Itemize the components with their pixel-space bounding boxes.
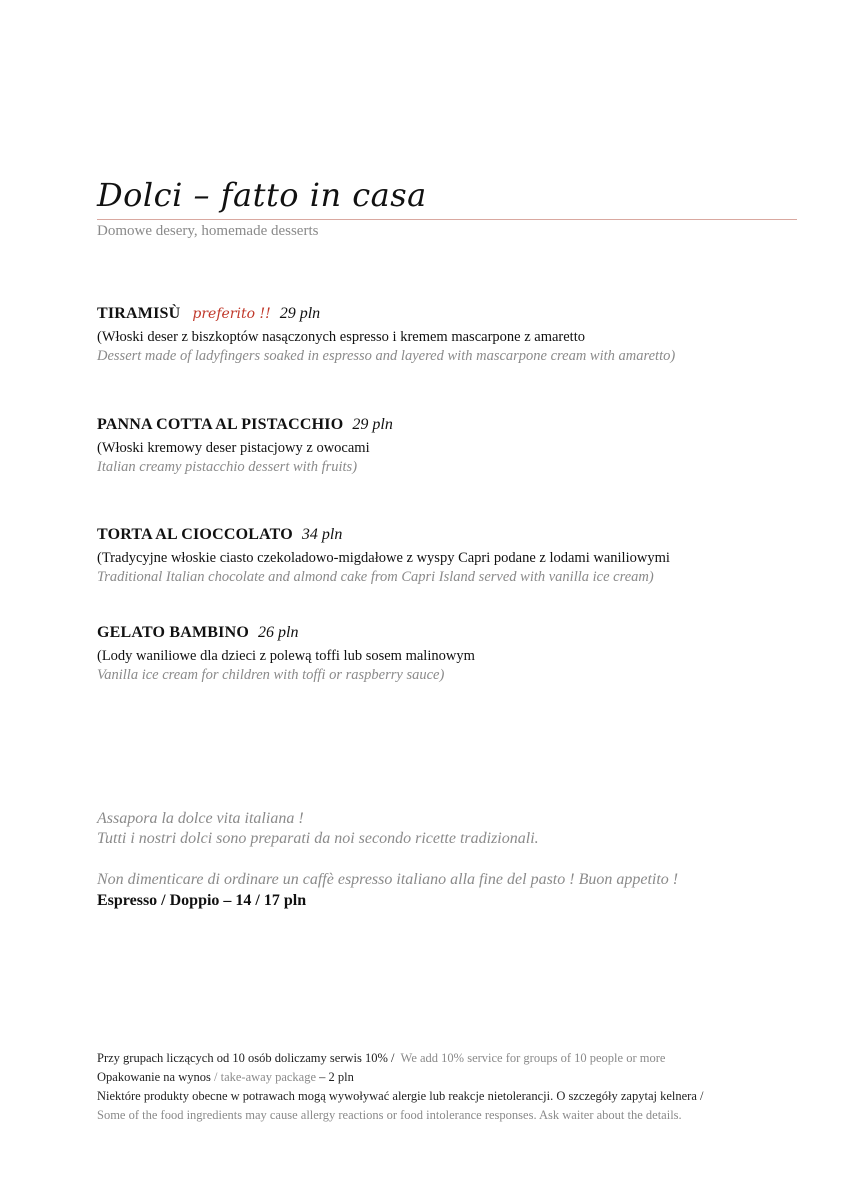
menu-item-description-pl: (Tradycyjne włoskie ciasto czekoladowo-migdałowe z wyspy Capri podane z lodami waniliowymi — [97, 550, 670, 566]
menu-item-name: TORTA AL CIOCCOLATO — [97, 526, 293, 543]
takeaway-note — [97, 1068, 703, 1087]
closing-line: Non dimenticare di ordinare un caffè espresso italiano alla fine del pasto ! Buon appetito ! — [97, 871, 679, 888]
title-divider — [97, 219, 797, 220]
menu-item-name: GELATO BAMBINO — [97, 624, 250, 641]
menu-item-torta — [97, 525, 670, 586]
menu-item-description-pl: (Włoski kremowy deser pistacjowy z owocami — [97, 440, 370, 456]
allergy-note-en: Some of the food ingredients may cause allergy reactions or food intolerance responses. Ask waiter about the details. — [97, 1108, 682, 1122]
menu-item-description-en: Dessert made of ladyfingers soaked in espresso and layered with mascarpone cream with amaretto) — [97, 348, 676, 364]
service-note — [97, 1049, 703, 1068]
takeaway-note-en: / take-away package — [214, 1070, 317, 1084]
menu-item-description-en: Vanilla ice cream for children with toffi or raspberry sauce) — [97, 667, 445, 683]
menu-item-panna-cotta — [97, 415, 393, 476]
footer-notes — [97, 1049, 703, 1125]
menu-item-header — [97, 304, 675, 324]
menu-item-description-pl: (Włoski deser z biszkoptów nasączonych espresso i kremem mascarpone z amaretto — [97, 329, 585, 345]
menu-item-price: 26 pln — [258, 624, 299, 641]
menu-item-description-pl: (Lody waniliowe dla dzieci z polewą toffi lub sosem malinowym — [97, 648, 475, 664]
page-title: Dolci – fatto in casa — [97, 176, 427, 214]
takeaway-note-pl: Opakowanie na wynos — [97, 1070, 211, 1084]
menu-item-name: TIRAMISÙ — [97, 305, 181, 322]
menu-item-price: 34 pln — [301, 526, 343, 543]
service-note-pl: Przy grupach liczących od 10 osób doliczamy serwis 10% / — [97, 1051, 395, 1065]
menu-item-header — [97, 415, 393, 435]
page-subtitle: Domowe desery, homemade desserts — [97, 223, 319, 239]
menu-item-tiramisu — [97, 304, 675, 365]
closing-note — [97, 809, 678, 912]
closing-line: Tutti i nostri dolci sono preparati da noi secondo ricette tradizionali. — [97, 830, 539, 847]
menu-item-description-en: Traditional Italian chocolate and almond cake from Capri Island served with vanilla ice cream) — [97, 569, 654, 585]
menu-item-price: 29 pln — [352, 416, 393, 433]
menu-item-price: 29 pln — [279, 305, 321, 322]
allergy-note-pl: Niektóre produkty obecne w potrawach mogą wywoływać alergie lub reakcje nietolerancji. O szczegóły zapytaj kelnera / — [97, 1089, 704, 1103]
menu-item-gelato — [97, 623, 475, 684]
takeaway-price: – 2 pln — [319, 1070, 354, 1084]
menu-item-name: PANNA COTTA AL PISTACCHIO — [97, 416, 344, 433]
menu-item-description-en: Italian creamy pistacchio dessert with fruits) — [97, 459, 358, 475]
espresso-price: Espresso / Doppio – 14 / 17 pln — [97, 892, 307, 909]
menu-item-header — [97, 525, 670, 545]
menu-item-header — [97, 623, 475, 643]
service-note-en: We add 10% service for groups of 10 people or more — [400, 1051, 666, 1065]
favorite-tag: preferito !! — [192, 306, 271, 322]
closing-line: Assapora la dolce vita italiana ! — [97, 810, 304, 827]
